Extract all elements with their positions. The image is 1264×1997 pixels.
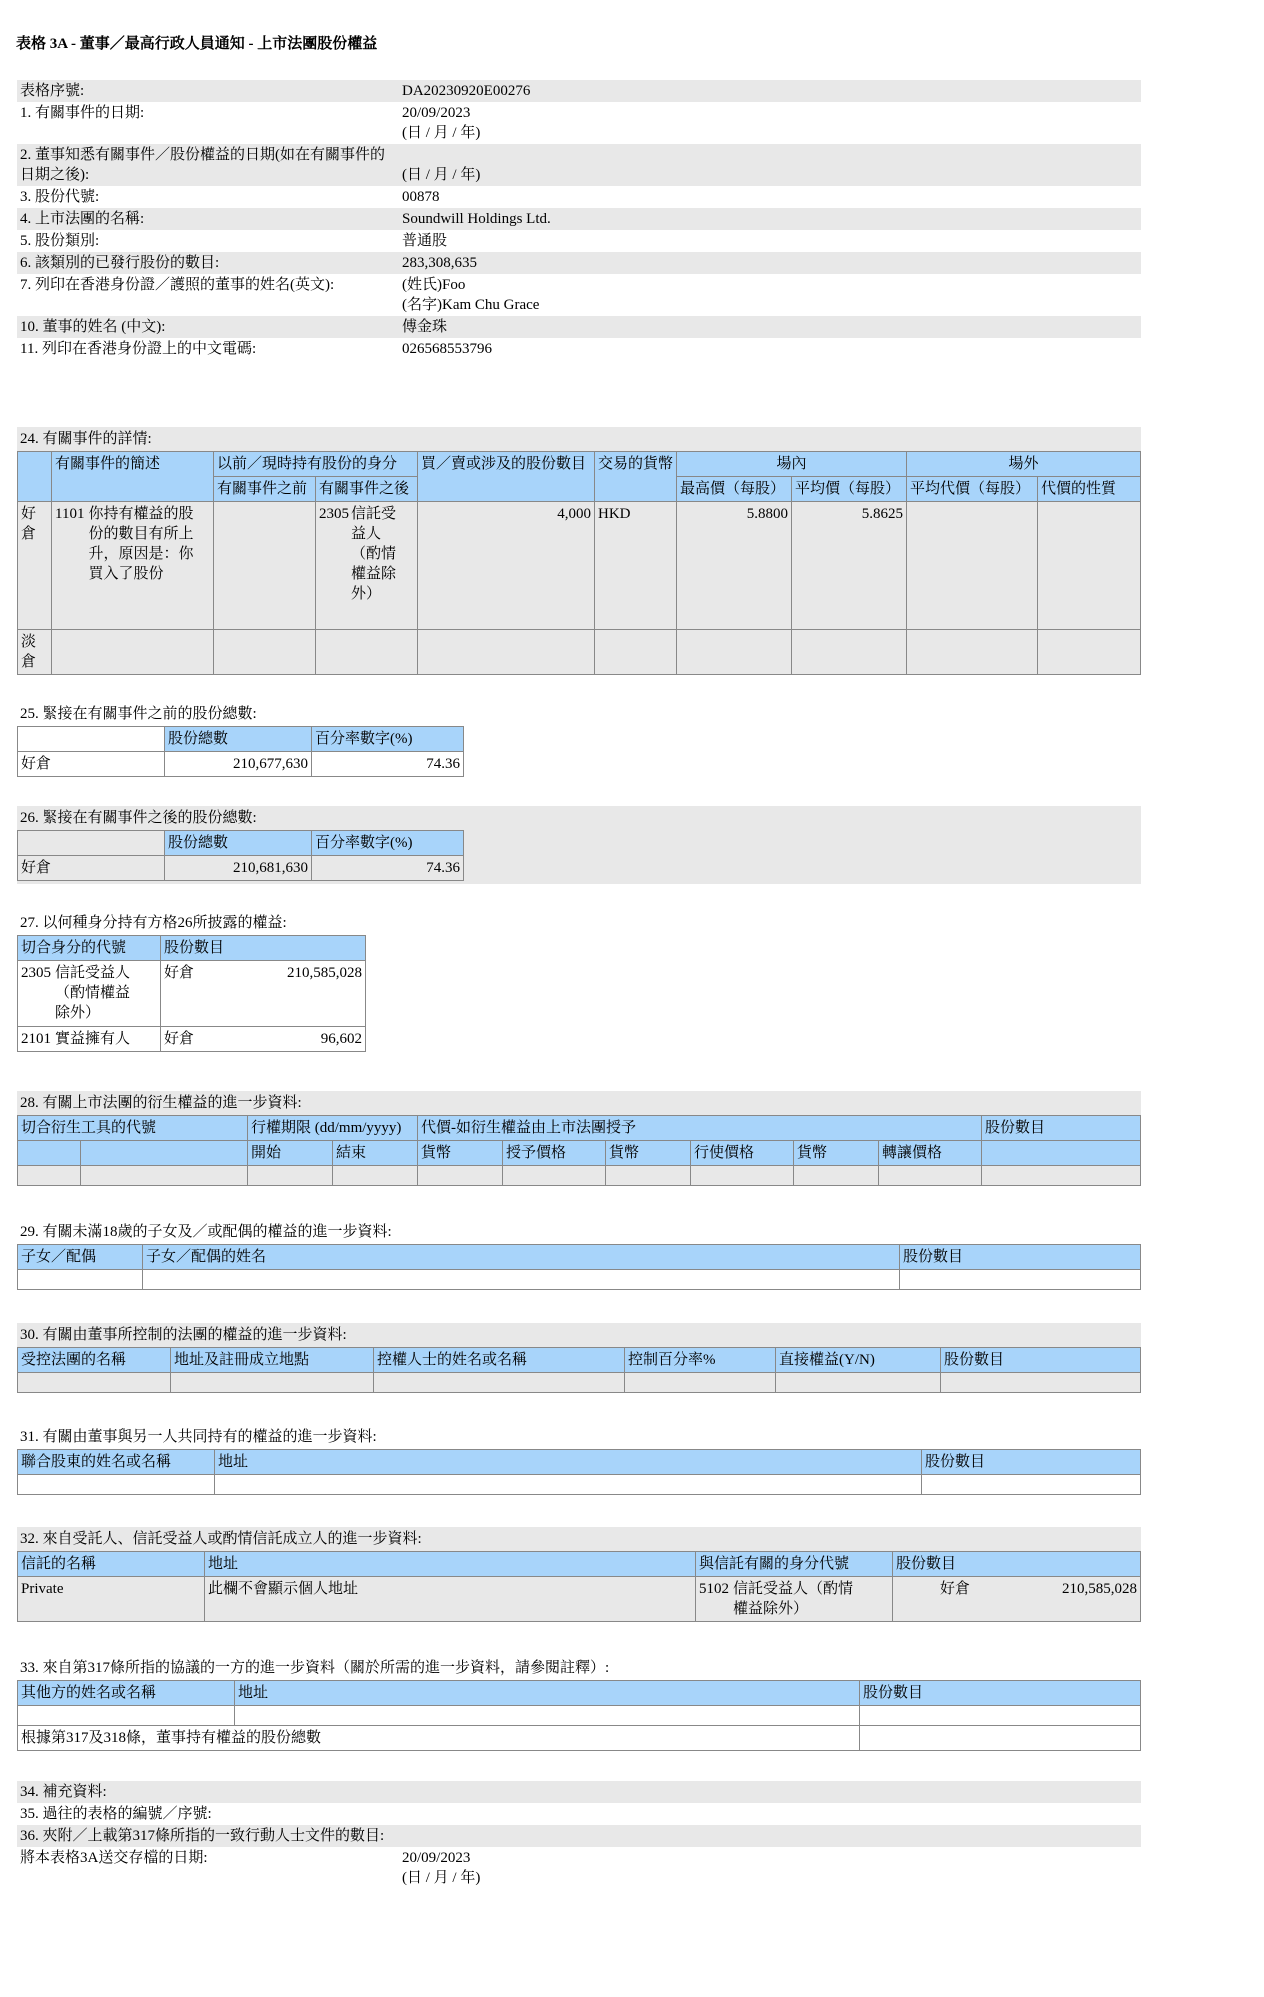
col-header: 行使價格 xyxy=(691,1141,794,1166)
section-heading: 25. 緊接在有關事件之前的股份總數: xyxy=(20,706,257,722)
position-label: 好倉 xyxy=(18,856,165,881)
supplementary-info-table xyxy=(17,1781,1141,1889)
col-header: 百分率數字(%) xyxy=(312,831,464,856)
section-30 xyxy=(17,1323,1141,1393)
section-heading: 33. 來自第317條所指的協議的一方的進一步資料（關於所需的進一步資料，請參閱註釋）: xyxy=(20,1660,610,1676)
children-spouse-table xyxy=(17,1244,1141,1290)
position-label: 淡倉 xyxy=(18,630,52,675)
field-value: 傅金珠 xyxy=(399,316,1141,338)
date-format-note: (日 / 月 / 年) xyxy=(402,1870,481,1886)
col-header: 平均價（每股） xyxy=(792,477,907,502)
section-29 xyxy=(17,1220,1141,1290)
shares-involved: 4,000 xyxy=(418,502,595,630)
field-label: 6. 該類別的已發行股份的數目: xyxy=(17,252,399,274)
field-label: 5. 股份類別: xyxy=(20,233,100,249)
field-label: 2. 董事知悉有關事件／股份權益的日期(如在有關事件的日期之後): xyxy=(17,144,399,186)
col-header: 百分率數字(%) xyxy=(312,727,464,752)
field-label: 11. 列印在香港身份證上的中文電碼: xyxy=(20,341,257,357)
capacity-code: 2305 xyxy=(21,965,51,981)
field-value: 026568553796 xyxy=(402,341,492,357)
field-label: 35. 過往的表格的編號／序號: xyxy=(20,1806,212,1822)
col-header: 行權期限 (dd/mm/yyyy) xyxy=(248,1116,418,1141)
field-value: Soundwill Holdings Ltd. xyxy=(399,208,1141,230)
trust-table xyxy=(17,1551,1141,1622)
trust-name: Private xyxy=(18,1577,205,1622)
col-header: 場外 xyxy=(907,452,1141,477)
col-header: 最高價（每股） xyxy=(677,477,792,502)
section-heading: 26. 緊接在有關事件之後的股份總數: xyxy=(17,806,1141,830)
field-value: (姓氏)Foo xyxy=(402,277,466,293)
event-code: 1101 xyxy=(55,506,85,522)
page-title: 表格 3A - 董事／最高行政人員通知 - 上市法團股份權益 xyxy=(16,36,378,52)
shares-before-table xyxy=(17,726,464,777)
section-24 xyxy=(17,427,1141,675)
capacity-description: 信託受益人（酌情權益除外） xyxy=(55,965,131,1021)
col-header: 代價的性質 xyxy=(1038,477,1141,502)
position-label: 好倉 xyxy=(18,752,165,777)
table-row xyxy=(18,1027,366,1052)
section-heading: 24. 有關事件的詳情: xyxy=(17,427,1141,451)
section-27 xyxy=(17,911,1141,1052)
field-label: 將本表格3A送交存檔的日期: xyxy=(20,1850,208,1866)
col-header: 其他方的姓名或名稱 xyxy=(18,1681,235,1706)
field-value: 283,308,635 xyxy=(399,252,1141,274)
col-header: 有關事件之後 xyxy=(316,477,418,502)
col-header: 代價-如衍生權益由上市法團授予 xyxy=(418,1116,982,1141)
col-header: 受控法團的名稱 xyxy=(18,1348,171,1373)
capacity-description: 實益擁有人 xyxy=(55,1031,131,1047)
position-label: 好倉 xyxy=(940,1581,971,1597)
section-heading: 30. 有關由董事所控制的法團的權益的進一步資料: xyxy=(17,1323,1141,1347)
section-28 xyxy=(17,1091,1141,1186)
capacity-code: 2305 xyxy=(319,506,349,522)
col-header: 股份數目 xyxy=(161,936,366,961)
capacity-code: 5102 xyxy=(699,1581,729,1597)
col-header: 控制百分率% xyxy=(625,1348,776,1373)
field-label: 36. 夾附／上載第317條所指的一致行動人士文件的數目: xyxy=(17,1825,399,1847)
field-label: 3. 股份代號: xyxy=(20,189,100,205)
col-header: 有關事件之前 xyxy=(214,477,316,502)
col-header: 有關事件的簡述 xyxy=(52,452,214,502)
date-format-note: (日 / 月 / 年) xyxy=(402,167,481,183)
field-value xyxy=(399,1825,1141,1847)
section-heading: 28. 有關上市法團的衍生權益的進一步資料: xyxy=(17,1091,1141,1115)
col-header: 地址 xyxy=(205,1552,696,1577)
col-header: 結束 xyxy=(333,1141,418,1166)
section-heading: 29. 有關未滿18歲的子女及／或配偶的權益的進一步資料: xyxy=(20,1224,392,1240)
col-header: 股份總數 xyxy=(165,727,312,752)
shares-after-table xyxy=(17,830,464,881)
col-header: 股份數目 xyxy=(922,1450,1141,1475)
col-header: 場內 xyxy=(677,452,907,477)
percentage: 74.36 xyxy=(312,856,464,881)
total-label: 根據第317及318條，董事持有權益的股份總數 xyxy=(18,1726,860,1751)
field-label: 10. 董事的姓名 (中文): xyxy=(17,316,399,338)
agreement-party-table xyxy=(17,1680,1141,1751)
field-value xyxy=(399,1781,1141,1803)
col-header: 貨幣 xyxy=(418,1141,503,1166)
col-header: 切合衍生工具的代號 xyxy=(18,1116,248,1141)
section-25 xyxy=(17,702,1141,777)
col-header: 授予價格 xyxy=(503,1141,606,1166)
field-value: 20/09/2023 xyxy=(402,105,471,121)
col-header: 股份數目 xyxy=(860,1681,1141,1706)
share-count: 210,585,028 xyxy=(1062,1581,1137,1597)
col-header: 以前／現時持有股份的身分 xyxy=(214,452,418,477)
col-header: 子女／配偶的姓名 xyxy=(143,1245,900,1270)
share-count: 210,585,028 xyxy=(217,961,366,1027)
col-header: 交易的貨幣 xyxy=(595,452,677,502)
capacity-description: 信託受益人（酌情權益除外） xyxy=(351,506,397,602)
position-label: 好倉 xyxy=(161,961,218,1027)
derivative-table xyxy=(17,1115,1141,1186)
col-header: 轉讓價格 xyxy=(879,1141,982,1166)
share-count: 96,602 xyxy=(217,1027,366,1052)
field-value: 普通股 xyxy=(402,233,448,249)
section-32 xyxy=(17,1527,1141,1622)
col-header: 聯合股東的姓名或名稱 xyxy=(18,1450,215,1475)
col-header: 股份數目 xyxy=(900,1245,1141,1270)
section-26 xyxy=(17,806,1141,884)
section-heading: 27. 以何種身分持有方格26所披露的權益: xyxy=(20,915,287,931)
capacity-description: 信託受益人（酌情權益除外） xyxy=(733,1581,854,1617)
total-shares: 210,681,630 xyxy=(165,856,312,881)
field-value: 00878 xyxy=(402,189,440,205)
field-label: 1. 有關事件的日期: xyxy=(20,105,145,121)
section-heading: 31. 有關由董事與另一人共同持有的權益的進一步資料: xyxy=(20,1429,377,1445)
position-label: 好倉 xyxy=(18,502,52,630)
col-header: 買／賣或涉及的股份數目 xyxy=(418,452,595,502)
joint-holders-table xyxy=(17,1449,1141,1495)
col-header: 貨幣 xyxy=(606,1141,691,1166)
field-value: DA20230920E00276 xyxy=(399,80,1141,102)
currency: HKD xyxy=(595,502,677,630)
event-details-table xyxy=(17,451,1141,675)
section-heading: 32. 來自受託人、信託受益人或酌情信託成立人的進一步資料: xyxy=(17,1527,1141,1551)
field-label: 表格序號: xyxy=(17,80,399,102)
col-header: 信託的名稱 xyxy=(18,1552,205,1577)
section-31 xyxy=(17,1425,1141,1495)
table-row xyxy=(18,961,366,1027)
col-header: 地址及註冊成立地點 xyxy=(171,1348,374,1373)
form-info-table xyxy=(17,80,1141,360)
col-header: 地址 xyxy=(215,1450,922,1475)
col-header: 控權人士的姓名或名稱 xyxy=(374,1348,625,1373)
event-description: 你持有權益的股份的數目有所上升，原因是：你買入了股份 xyxy=(88,506,194,582)
col-header: 貨幣 xyxy=(794,1141,879,1166)
col-header: 子女／配偶 xyxy=(18,1245,143,1270)
col-header: 股份數目 xyxy=(982,1116,1141,1141)
col-header: 股份總數 xyxy=(165,831,312,856)
trust-address: 此欄不會顯示個人地址 xyxy=(205,1577,696,1622)
col-header: 與信託有關的身分代號 xyxy=(696,1552,893,1577)
field-label: 7. 列印在香港身份證／護照的董事的姓名(英文): xyxy=(20,277,335,293)
date-format-note: (日 / 月 / 年) xyxy=(402,125,481,141)
col-header: 股份數目 xyxy=(941,1348,1141,1373)
total-shares: 210,677,630 xyxy=(165,752,312,777)
capacity-code: 2101 xyxy=(21,1031,51,1047)
field-value: 20/09/2023 xyxy=(402,1850,471,1866)
capacity-table xyxy=(17,935,366,1052)
col-header: 地址 xyxy=(235,1681,860,1706)
percentage: 74.36 xyxy=(312,752,464,777)
col-header: 平均代價（每股） xyxy=(907,477,1038,502)
col-header: 股份數目 xyxy=(893,1552,1141,1577)
position-label: 好倉 xyxy=(161,1027,218,1052)
highest-price: 5.8800 xyxy=(677,502,792,630)
col-header: 開始 xyxy=(248,1141,333,1166)
col-header: 切合身分的代號 xyxy=(18,936,161,961)
field-label: 4. 上市法團的名稱: xyxy=(17,208,399,230)
field-value xyxy=(399,1803,1141,1825)
average-price: 5.8625 xyxy=(792,502,907,630)
controlled-corporation-table xyxy=(17,1347,1141,1393)
col-header: 直接權益(Y/N) xyxy=(776,1348,941,1373)
field-value: (名字)Kam Chu Grace xyxy=(402,297,540,313)
section-33 xyxy=(17,1656,1141,1751)
field-label: 34. 補充資料: xyxy=(17,1781,399,1803)
